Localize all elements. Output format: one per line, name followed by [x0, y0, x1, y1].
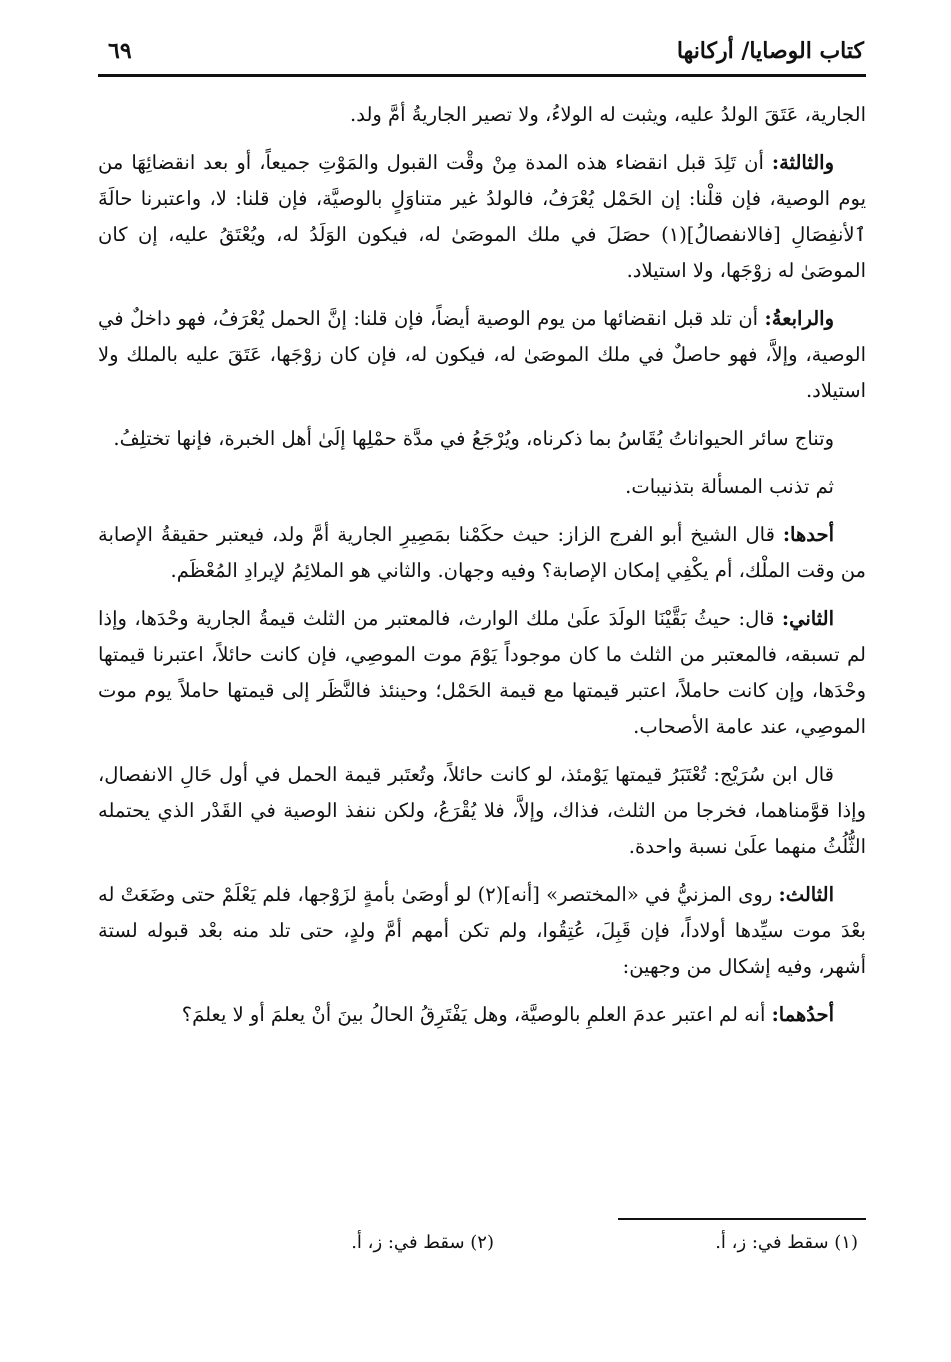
book-page — [98, 30, 866, 1330]
paragraph-text: وتناج سائر الحيواناتُ يُقَاسُ بما ذكرناه، ويُرْجَعُ في مدَّة حمْلِها إلَىٰ أهل الخبرة، فإنها تختلِفُ. — [113, 427, 834, 450]
paragraph-heading: الثاني: — [781, 607, 834, 630]
paragraph-heading: والثالثة: — [771, 151, 834, 174]
page-number: ٦٩ — [108, 38, 132, 64]
paragraph — [98, 145, 866, 289]
footnotes — [98, 1232, 866, 1262]
paragraph-text: أن تَلِدَ قبل انقضاء هذه المدة مِنْ وقْت القبول والمَوْتِ جميعاً، أو بعد انقضائِهَا من يوم الوصية، فإن قلْنا: إن الحَمْل يُعْرَفُ، فالولدُ غير متناوَلٍ بالوصيَّة، فإن قلنا: لا، واعتبرنا حالَةَ ٱلأنفِصَالِ [فالانفصالُ](١) حصَلَ في ملك الموصَىٰ له، فيكون الوَلَدُ له، ويُعْتَقُ عليه، إن كان الموصَىٰ له زوْجَها، ولا استيلاد. — [98, 151, 866, 282]
paragraph-heading: والرابعةُ: — [764, 307, 834, 330]
paragraph — [98, 421, 866, 457]
paragraph-text: روى المزنيُّ في «المختصر» [أنه](٢) لو أوصَىٰ بأمةٍ لزَوْجها، فلم يَعْلَمْ حتى وضَعَتْ له بعْدَ موت سيِّدها أولاداً، فإن قَبِلَ، عُتِقُوا، ولم تكن أمهم أمَّ ولدٍ، حتى تلد منه بعْد قبوله لستة أشهر، وفيه إشكال من وجهين: — [98, 883, 866, 978]
paragraph-text: قال: حيثُ بَقَّيْنَا الولَدَ علَىٰ ملك الوارث، فالمعتبر من الثلث قيمةُ الجارية وحْدَها، وإذا لم تسبقه، فالمعتبر من الثلث ما كان موجوداً يَوْمَ موت الموصِي، فإن كانت حائلاً، اعتبرنا قيمتها وحْدَها، وإن كانت حاملاً، اعتبر قيمتها مع قيمة الحَمْل؛ وحينئذ فالنَّظَر إلى قيمتها حاملاً يوم موت الموصِي، عند عامة الأصحاب. — [98, 607, 866, 738]
paragraph-heading: أحدُهما: — [771, 1003, 834, 1026]
paragraph-text: ثم تذنب المسألة بتذنيبات. — [625, 475, 834, 498]
paragraph-text: أن تلد قبل انقضائها من يوم الوصية أيضاً، فإن قلنا: إنَّ الحمل يُعْرَفُ، فهو داخلٌ في الوصية، وإلاَّ، فهو حاصلٌ في ملك الموصَىٰ له، فيكون له، فإن كان زوْجَها، عَتَقَ عليه بالملك ولا استيلاد. — [98, 307, 866, 402]
paragraph-heading: أحدها: — [782, 523, 834, 546]
paragraph-text: قال الشيخ أبو الفرج الزاز: حيث حكَمْنا بمَصِيرِ الجارية أمَّ ولد، فيعتبر حقيقةُ الإصابة من وقت الملْك، أم يكْفِي إمكان الإصابة؟ وفيه وجهان. والثاني هو الملائِمُ لإيرادِ المُعْظَم. — [98, 523, 866, 582]
paragraph — [98, 517, 866, 589]
paragraph — [98, 757, 866, 865]
running-title: كتاب الوصايا/ أركانها — [676, 38, 864, 64]
paragraph-text: الجارية، عَتَقَ الولدُ عليه، ويثبت له الولاءُ، ولا تصير الجاريةُ أمَّ ولد. — [350, 103, 866, 126]
paragraph-text: قال ابن سُرَيْج: تُعْتَبَرُ قيمتها يَوْمئذ، لو كانت حائلاً، وتُعتَبر قيمة الحمل في أول حَالِ الانفصال، وإذا قوَّمناهما، فخرجا من الثلث، فذاك، وإلاَّ، فلا يُقْرَعُ، ولكن ننفذ الوصية في القَدْر الذي يحتمله الثُّلُثُ منهما علَىٰ نسبة واحدة. — [98, 763, 866, 858]
footnote-2: (٢) سقط في: ز، أ. — [351, 1232, 494, 1253]
footnote-divider — [618, 1218, 866, 1220]
paragraph — [98, 469, 866, 505]
paragraph — [98, 97, 866, 133]
paragraph — [98, 301, 866, 409]
paragraph — [98, 997, 866, 1033]
paragraph — [98, 877, 866, 985]
page-header — [98, 30, 866, 77]
footnote-1: (١) سقط في: ز، أ. — [715, 1232, 858, 1253]
paragraph-heading: الثالث: — [778, 883, 834, 906]
main-text — [98, 97, 866, 1033]
paragraph-text: أنه لم اعتبر عدمَ العلمِ بالوصيَّة، وهل يَفْتَرِقُ الحالُ بينَ أنْ يعلمَ أو لا يعلمَ؟ — [181, 1003, 772, 1026]
paragraph — [98, 601, 866, 745]
